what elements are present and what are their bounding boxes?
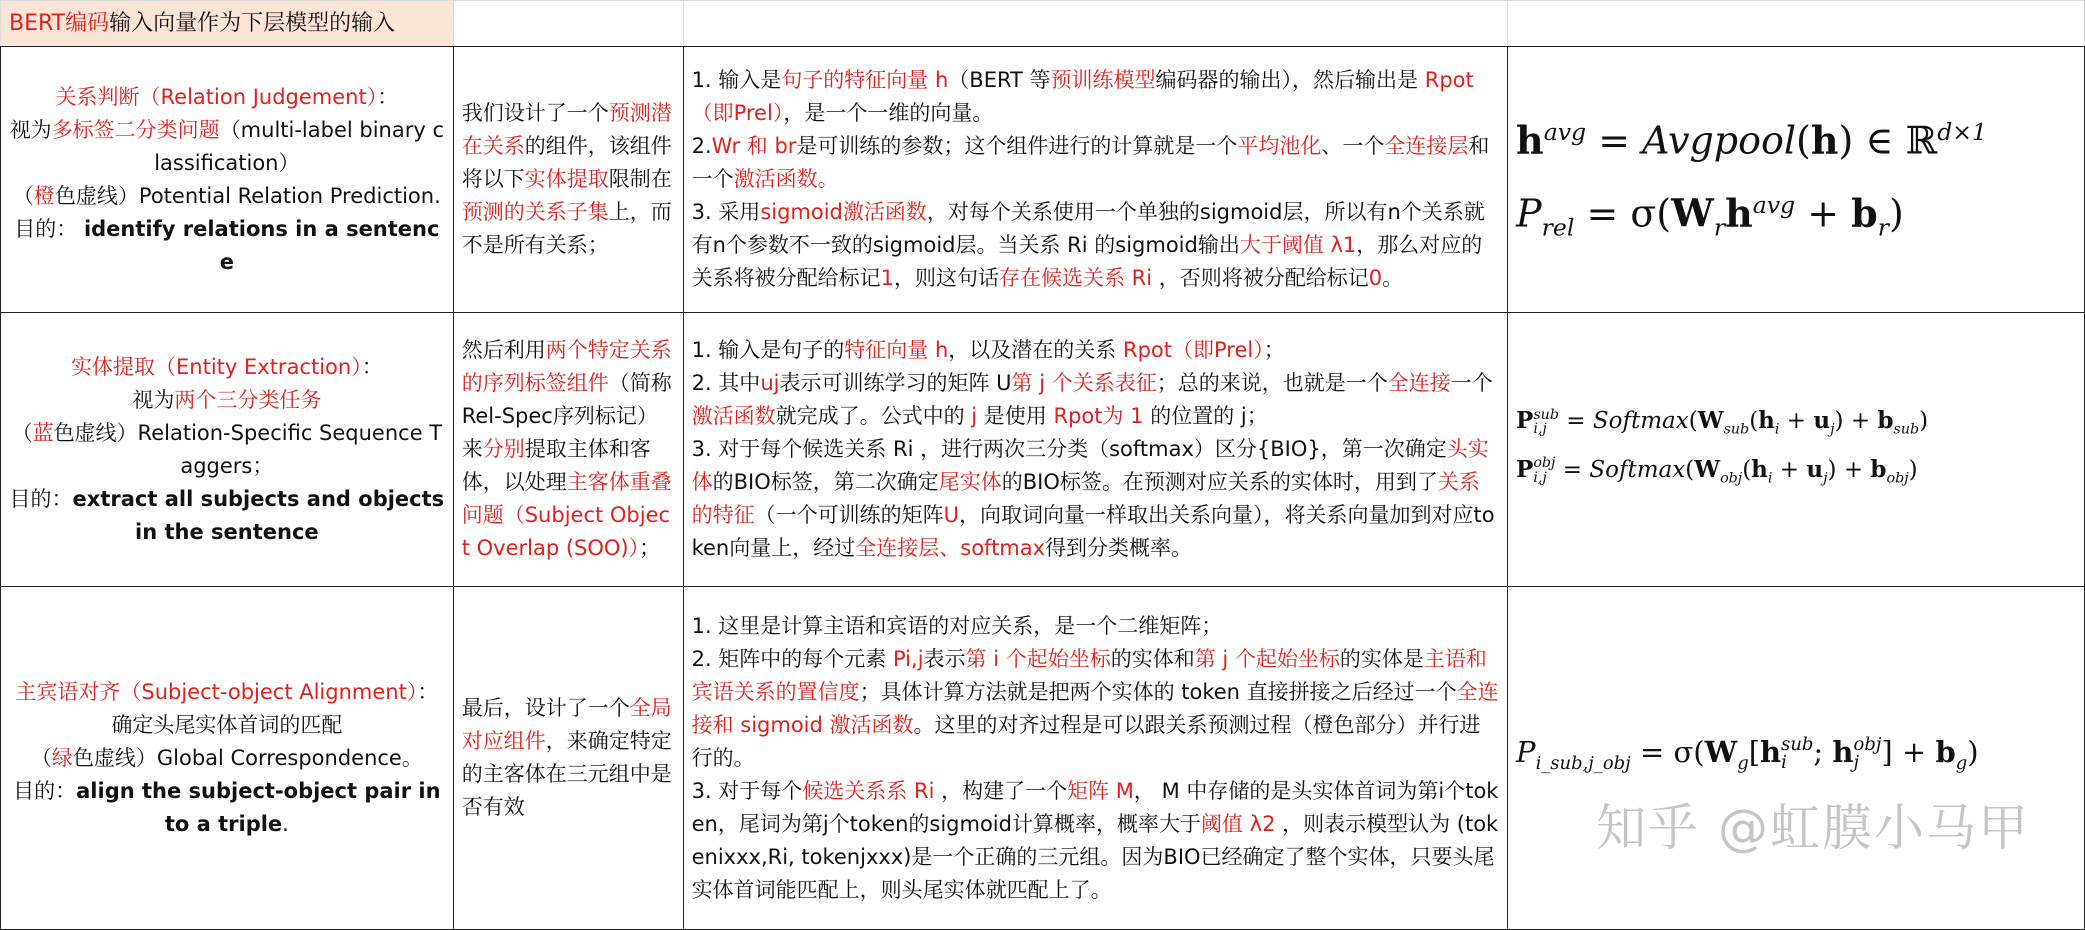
formula-symbol: u [1813, 406, 1831, 434]
highlight-text: 句子的特征向量 h [781, 68, 949, 92]
text-segment: （ [30, 745, 52, 770]
text-segment: ，构建了一个 [934, 778, 1068, 803]
formula-sup: obj [1853, 734, 1882, 756]
formula-symbol: h [1758, 406, 1775, 434]
table-row-subject-object-alignment [1, 587, 2085, 930]
highlight-text: 第 j 个关系表征 [1011, 371, 1157, 395]
text-segment: 限制在 [608, 167, 672, 191]
details-cell [683, 47, 1507, 313]
highlight-text: 实体提取（Entity Extraction） [71, 354, 362, 379]
text-line [692, 643, 1499, 775]
formula-symbol: ( [1742, 456, 1752, 483]
highlight-text: 橙 [33, 183, 55, 208]
text-segment: ： [361, 354, 383, 379]
details-cell [683, 313, 1507, 587]
formula-sub: sub [1893, 421, 1920, 438]
text-segment: ；具体计算方法就是把两个实体的 token 直接拼接之后经过一个 [859, 679, 1457, 704]
formula-symbol: b [1877, 406, 1894, 434]
text-segment: 。这里的对齐过程是可以跟关系预测过程（橙色部分）并行进行的。 [691, 712, 1481, 770]
highlight-text: 预训练模型 [1050, 68, 1156, 92]
header-empty-cell [1508, 1, 2085, 47]
highlight-text: sigmoid激活函数 [760, 200, 927, 224]
formula-symbol: = σ( [1574, 191, 1672, 236]
formula-symbol: P [1516, 455, 1534, 483]
formula-symbol: Avgpool [1642, 118, 1797, 163]
text-segment: （multi-label binary classification） [154, 117, 445, 175]
highlight-text: 预测的关系子集 [461, 200, 609, 224]
formula-sub: i,j [1533, 469, 1547, 486]
text-segment: 目的： [9, 486, 73, 511]
text-segment: 一个 [1450, 371, 1493, 395]
text-segment: 1. 输入是句子的 [691, 338, 845, 362]
formula-symbol: b [1870, 455, 1887, 483]
highlight-text: 1 [880, 266, 894, 290]
highlight-text: 特征向量 h [844, 338, 949, 362]
highlight-text: Pi,j [892, 646, 924, 671]
highlight-text: U [943, 503, 959, 527]
formula-sub: r [1713, 212, 1726, 241]
formula-symbol: = [1586, 118, 1643, 163]
formula-line [1516, 100, 2076, 173]
highlight-text: 绿 [51, 745, 73, 770]
text-segment: 最后，设计了一个 [461, 696, 630, 720]
highlight-text: Wr 和 br [711, 134, 797, 158]
text-segment: ： [417, 679, 439, 704]
formula-cell [1508, 587, 2085, 930]
text-segment: ，向取词向量一样取出关系向量），将关系向量加到对应token向量上，经过 [691, 503, 1495, 560]
text-line [9, 384, 445, 417]
highlight-text: 候选关系系 Ri [802, 778, 935, 803]
header-title [1, 1, 454, 47]
formula-symbol: + [1795, 191, 1852, 236]
formula-sub: i [1767, 470, 1773, 487]
formula-symbol: ; [1813, 735, 1833, 770]
formula-cell [1508, 313, 2085, 587]
formula-symbol: + [1772, 456, 1807, 483]
formula-sub: i_sub,j_obj [1535, 752, 1631, 774]
text-segment: 2. 矩阵中的每个元素 [691, 646, 893, 671]
highlight-text: 存在候选关系 Ri [998, 266, 1153, 290]
formula-sup: sub [1533, 406, 1559, 423]
formula-symbol: Softmax [1589, 456, 1686, 483]
highlight-text: 蓝 [32, 420, 54, 445]
text-segment: 编码器的输出），然后输出是 [1155, 68, 1425, 92]
text-segment: extract all subjects and objects in the sentence [72, 486, 445, 544]
text-segment: 我们设计了一个 [461, 101, 609, 125]
header-row [1, 1, 2085, 47]
text-line [9, 351, 445, 384]
formula-sub: rel [1541, 212, 1575, 241]
text-segment: 目的： [13, 778, 77, 803]
formula-symbol: W [1697, 406, 1724, 434]
text-segment: 的BIO标签，第二次确定 [712, 470, 939, 494]
highlight-text: 矩阵 M [1067, 778, 1134, 803]
highlight-text: Rpot（即Prel） [1123, 338, 1264, 362]
formula-sup: obj [1533, 455, 1556, 472]
highlight-text: 全连接 [1387, 371, 1451, 395]
text-segment: 3. 采用 [691, 200, 761, 224]
text-line [692, 130, 1499, 196]
formula-sup: sub [1781, 734, 1814, 756]
text-segment: ，那么对应的关系将被分配给标记 [691, 233, 1483, 290]
text-segment: . [282, 811, 289, 836]
text-segment: （ [11, 420, 33, 445]
text-segment: （简称Rel-Spec序列标记）来 [461, 371, 672, 461]
text-segment: 色虚线）Global Correspondence。 [72, 745, 423, 770]
highlight-text: 激活函数。 [733, 167, 839, 191]
text-segment: 2. 其中 [691, 371, 761, 395]
highlight-text: 分别 [482, 437, 525, 461]
highlight-text: 大于阈值 λ1 [1239, 233, 1357, 257]
highlight-text: 平均池化 [1237, 134, 1322, 158]
formula-sup: avg [1543, 118, 1587, 147]
formula-symbol: ( [1749, 407, 1759, 434]
text-segment: 和一个 [691, 134, 1490, 191]
highlight-text: 头实体 [691, 437, 1489, 494]
text-line [9, 213, 445, 279]
formula-symbol: b [1851, 190, 1878, 236]
text-segment: ； [1263, 338, 1285, 362]
text-line [9, 81, 445, 114]
formula-cell [1508, 47, 2085, 313]
text-segment: 然后利用 [461, 338, 546, 362]
formula-symbol: W [1694, 455, 1721, 483]
text-segment: 是使用 [977, 404, 1054, 428]
text-segment: 提取主体和客体，以处理 [461, 437, 651, 494]
text-line [692, 334, 1499, 367]
text-segment: 输入向量作为下层模型的输入 [109, 11, 396, 36]
highlight-text: 关系判断（Relation Judgement） [55, 84, 378, 109]
text-segment: 、一个 [1321, 134, 1385, 158]
highlight-text: Rpot为 1 [1053, 404, 1144, 428]
highlight-text: 主宾语对齐（Subject-object Alignment） [15, 679, 418, 704]
formula-symbol: = σ( [1630, 735, 1705, 770]
text-segment: ，对每个关系使用一个单独的sigmoid层，所以有n个关系就有n个参数不一致的sigmoid层。当关系 Ri 的sigmoid输出 [691, 200, 1485, 257]
formula-sub: g [1737, 752, 1749, 774]
component-cell [453, 313, 683, 587]
formula-sub: j [1823, 470, 1828, 487]
text-segment: 确定头尾实体首词的匹配 [111, 712, 343, 737]
text-segment: 色虚线）Relation-Specific Sequence Taggers； [53, 420, 443, 478]
highlight-text: 全连接层 [1384, 134, 1469, 158]
text-segment: 的位置的 j； [1143, 404, 1268, 428]
formula-sub: obj [1720, 470, 1743, 487]
text-segment: ；总的来说，也就是一个 [1156, 371, 1388, 395]
text-segment: 得到分类概率。 [1045, 536, 1193, 560]
formula-symbol: Softmax [1592, 407, 1689, 434]
highlight-text: 两个三分类任务 [174, 387, 322, 412]
formula-symbol: P [1516, 735, 1536, 770]
stage-cell [1, 587, 454, 930]
formula-symbol: ) ∈ [1838, 118, 1906, 163]
formula-sup: d×1 [1937, 118, 1988, 147]
component-cell [453, 587, 683, 930]
text-segment: 1. 输入是 [691, 68, 782, 92]
details-cell [683, 587, 1507, 930]
text-line [692, 610, 1499, 643]
text-segment: ，是一个一维的向量。 [783, 101, 994, 125]
formula-symbol: u [1806, 455, 1824, 483]
formula-sub: i [1781, 752, 1787, 774]
highlight-text: 全连接和 sigmoid 激活函数 [691, 679, 1499, 737]
highlight-text: 主客体重叠问题（Subject Object Overlap (SOO)） [461, 470, 672, 560]
highlight-text: 主语和宾语关系的置信度 [691, 646, 1487, 704]
formula-sub: obj [1886, 470, 1909, 487]
highlight-text: 激活函数 [691, 404, 776, 428]
highlight-text: 多标签二分类问题 [51, 117, 220, 142]
formula-symbol: ( [1796, 118, 1811, 163]
highlight-text: 第 i 个起始坐标 [965, 646, 1111, 671]
text-line [9, 709, 445, 742]
formula-symbol: b [1935, 735, 1956, 770]
text-line [9, 775, 445, 841]
highlight-text: 关系的特征 [691, 470, 1480, 527]
highlight-text: Rpot（即Prel） [691, 68, 1474, 125]
stage-cell [1, 313, 454, 587]
highlight-text: 尾实体 [938, 470, 1002, 494]
formula-symbol: ℝ [1905, 118, 1938, 163]
formula-sub: i [1774, 421, 1780, 438]
text-line [9, 114, 445, 180]
text-line [692, 196, 1499, 295]
formula-symbol: ) + [1834, 407, 1878, 434]
text-segment: ，以及潜在的关系 [948, 338, 1123, 362]
formula-sub: i,j [1533, 420, 1547, 437]
formula-sub: j [1830, 421, 1835, 438]
highlight-text: 0 [1368, 266, 1383, 290]
text-segment: （BERT 等 [948, 68, 1051, 92]
text-segment: ， M 中存储的是头实体首词为第i个token，尾词为第j个token的sigmoid计算概率，概率大于 [691, 778, 1499, 836]
text-segment: 的实体和 [1110, 646, 1195, 671]
text-segment: 。 [1382, 266, 1404, 290]
formula-scripts [1781, 736, 1813, 772]
text-segment: 的实体是 [1339, 646, 1424, 671]
formula-sub: sub [1723, 421, 1750, 438]
text-line [9, 483, 445, 549]
text-segment: ，则这句话 [893, 266, 999, 290]
text-segment: 3. 对于每个候选关系 Ri ，进行两次三分类（softmax）区分{BIO}，第一次确定 [691, 437, 1447, 461]
text-segment: ： [377, 84, 399, 109]
formula-sup: avg [1752, 190, 1796, 219]
text-segment: 1. 这里是计算主语和宾语的对应关系，是一个二维矩阵； [691, 613, 1223, 638]
formula-line [1516, 732, 2076, 784]
formula-symbol: ] + [1881, 735, 1936, 770]
text-segment: 就完成了。公式中的 [775, 404, 972, 428]
text-segment: 上，而不是所有关系； [461, 200, 672, 257]
text-line [9, 180, 445, 213]
text-line [692, 367, 1499, 433]
highlight-text: 实体提取 [524, 167, 609, 191]
highlight-text: 两个特定关系的序列标签组件 [461, 338, 672, 395]
formula-line [1516, 401, 2076, 450]
highlight-text: 第 j 个起始坐标 [1194, 646, 1340, 671]
table-row-relation-judgement [1, 47, 2085, 313]
formula-symbol: ) [1967, 735, 1979, 770]
formula-symbol: ) [1908, 456, 1918, 483]
text-segment: 是可训练的参数；这个组件进行的计算就是一个 [796, 134, 1238, 158]
formula-symbol: = [1555, 456, 1590, 483]
highlight-text: 全局对应组件 [461, 696, 672, 753]
text-segment: ，来确定特定的主客体在三元组中是否有效 [461, 729, 672, 819]
text-segment: align the subject-object pair into a triple [76, 778, 441, 836]
formula-symbol: ) + [1827, 456, 1871, 483]
formula-symbol: + [1779, 407, 1814, 434]
text-segment: ，则表示模型认为 (tokenixxx,Ri, tokenjxxx)是一个正确的三元组。因为BIO已经确定了整个实体，只要头尾实体首词能匹配上，则头尾实体就匹配上了。 [691, 811, 1499, 902]
formula-symbol: W [1671, 190, 1714, 236]
formula-symbol: h [1810, 117, 1839, 163]
formula-sub: g [1955, 752, 1968, 774]
table-row-entity-extraction [1, 313, 2085, 587]
highlight-text: uj [760, 371, 780, 395]
text-segment: 的组件，该组件将以下 [461, 134, 672, 191]
component-cell [453, 47, 683, 313]
text-line [692, 775, 1499, 907]
formula-symbol: P [1516, 191, 1542, 236]
text-segment: 表示 [923, 646, 966, 671]
formula-symbol: = [1558, 407, 1593, 434]
text-segment: 的BIO标签。在预测对应关系的实体时，用到了 [1001, 470, 1438, 494]
header-empty-cell [683, 1, 1507, 47]
text-line [692, 64, 1499, 130]
formula-symbol: h [1516, 117, 1544, 163]
formula-sub: j [1853, 752, 1860, 774]
highlight-text: 全连接层、softmax [855, 536, 1046, 560]
formula-sub: r [1877, 212, 1889, 241]
text-segment: identify relations in a sentence [83, 216, 440, 274]
formula-scripts [1854, 736, 1882, 772]
text-segment: 色虚线）Potential Relation Prediction. [54, 183, 441, 208]
text-segment: 3. 对于每个 [691, 778, 803, 803]
text-segment: 目的： [14, 216, 84, 241]
formula-symbol: h [1832, 735, 1854, 770]
formula-symbol: [ [1748, 735, 1761, 770]
text-segment: （一个可训练的矩阵 [754, 503, 944, 527]
text-line [692, 433, 1499, 565]
formula-symbol: h [1760, 735, 1782, 770]
formula-symbol: P [1516, 406, 1534, 434]
formula-symbol: W [1704, 735, 1738, 770]
zhihu-watermark: 知乎 @虹膜小马甲 [1596, 799, 2030, 857]
formula-symbol: h [1725, 190, 1753, 236]
text-segment: ； [639, 536, 661, 560]
highlight-text: j [971, 404, 978, 428]
header-empty-cell [453, 1, 683, 47]
formula-symbol: ) [1919, 407, 1929, 434]
formula-symbol: ( [1688, 407, 1698, 434]
highlight-text: 预测潜在关系 [461, 101, 672, 158]
formula-line [1516, 450, 2076, 499]
formula-symbol: ) [1888, 191, 1904, 236]
text-line [9, 742, 445, 775]
text-segment: 视为 [9, 117, 52, 142]
text-segment: 表示可训练学习的矩阵 U [779, 371, 1012, 395]
text-segment: （ [12, 183, 34, 208]
stage-cell [1, 47, 454, 313]
highlight-text: 阈值 λ2 [1200, 811, 1276, 836]
text-line [9, 676, 445, 709]
text-segment: ，否则将被分配给标记 [1152, 266, 1369, 290]
highlight-text: BERT编码 [9, 11, 110, 36]
formula-scripts [1533, 456, 1555, 485]
text-segment: 2. [691, 134, 712, 158]
text-segment: 视为 [132, 387, 175, 412]
text-line [9, 417, 445, 483]
formula-symbol: ( [1685, 456, 1695, 483]
formula-symbol: h [1751, 455, 1768, 483]
formula-scripts [1533, 408, 1559, 437]
formula-line [1516, 173, 2076, 259]
